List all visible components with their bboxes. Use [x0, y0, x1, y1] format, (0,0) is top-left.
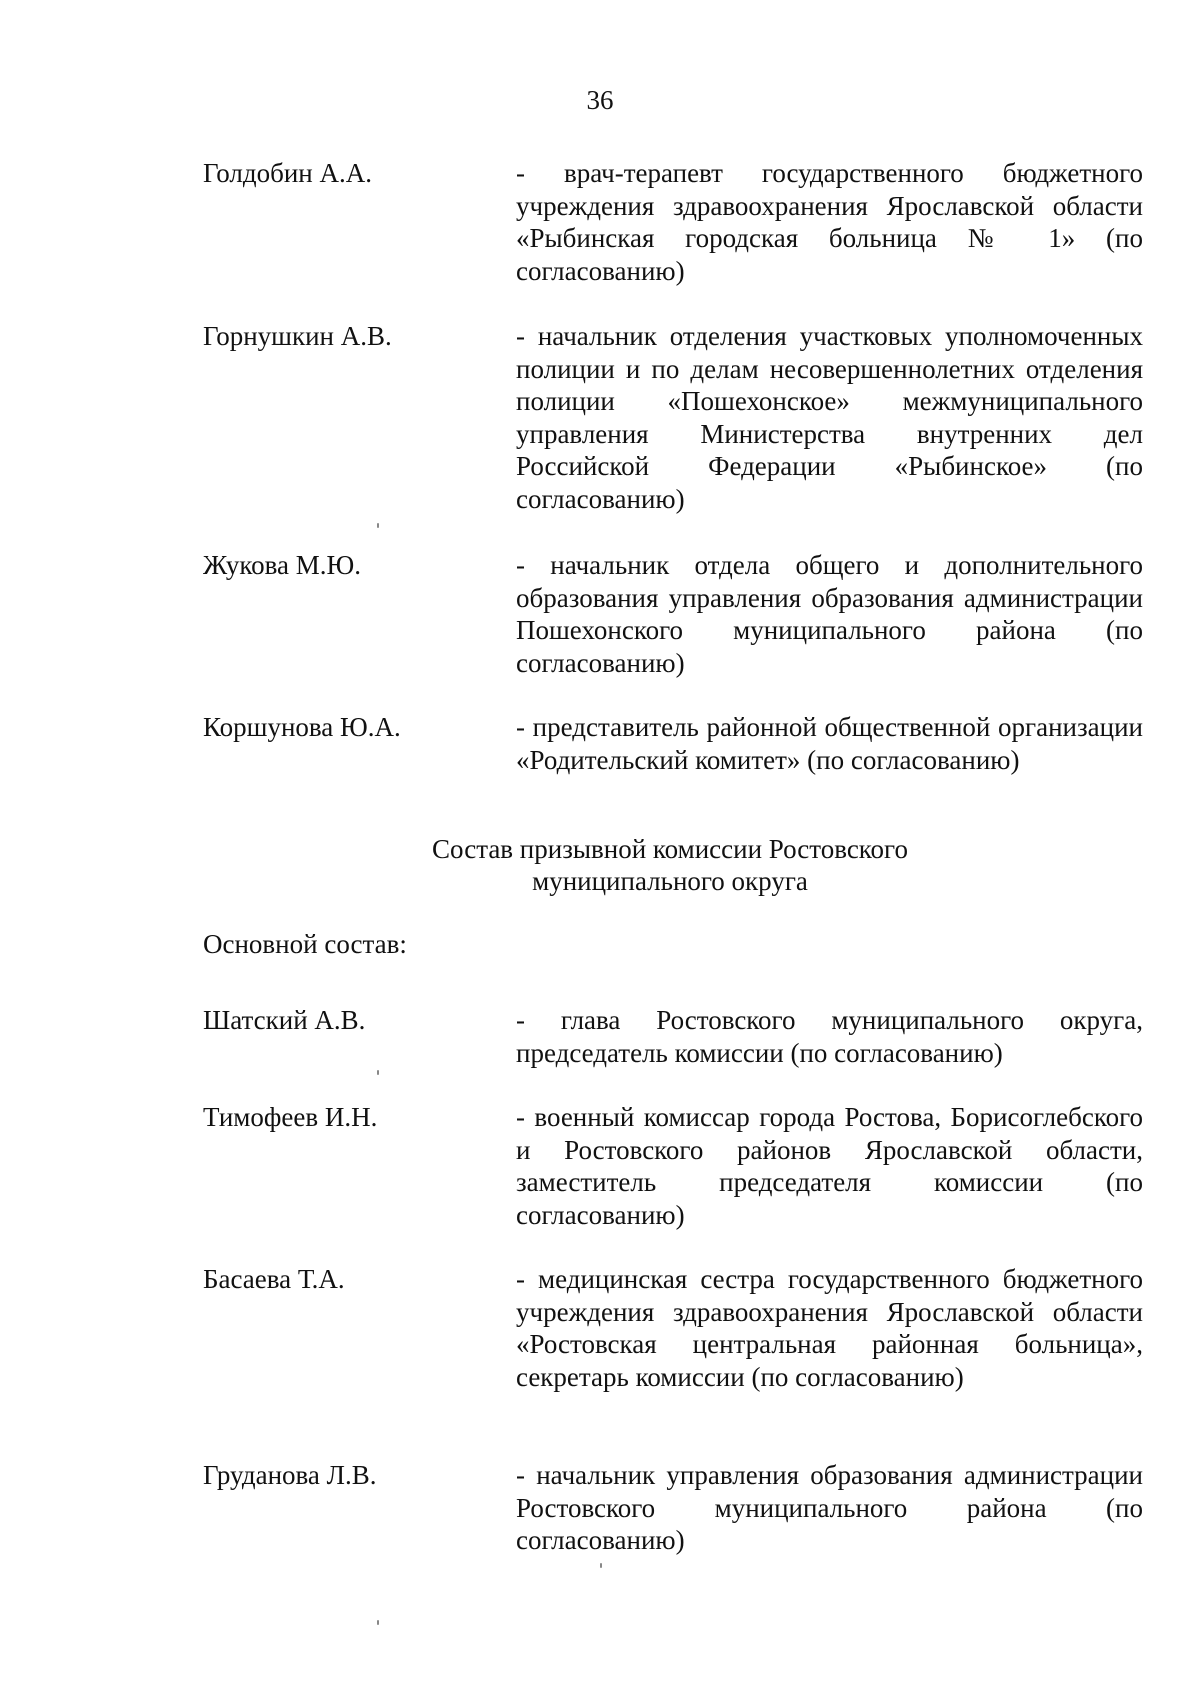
member-name: Горнушкин А.В. — [203, 321, 392, 351]
scan-speck — [377, 523, 379, 528]
member-name: Груданова Л.В. — [203, 1460, 377, 1490]
scan-speck — [377, 1620, 379, 1625]
member-position: - начальник управления образования администрации Ростовского муниципального района (по согласованию) — [516, 1460, 1143, 1555]
member-name: Голдобин А.А. — [203, 158, 372, 188]
member-name: Басаева Т.А. — [203, 1264, 345, 1294]
member-position: - медицинская сестра государственного бюджетного учреждения здравоохранения Ярославской области «Ростовская центральная районная больница», секретарь комиссии (по согласованию) — [516, 1264, 1143, 1392]
member-position: - военный комиссар города Ростова, Борисоглебского и Ростовского районов Ярославской области, заместитель председателя комиссии (по согласованию) — [516, 1102, 1143, 1230]
scan-speck — [600, 1563, 602, 1568]
member-name: Жукова М.Ю. — [203, 550, 362, 580]
member-name: Тимофеев И.Н. — [203, 1102, 378, 1132]
member-name: Коршунова Ю.А. — [203, 712, 401, 742]
page-number: 36 — [586, 85, 614, 115]
member-position: - врач-терапевт государственного бюджетного учреждения здравоохранения Ярославской области «Рыбинская городская больница № 1» (по согласованию) — [516, 158, 1143, 286]
section-title-line-1: Состав призывной комиссии Ростовского — [432, 834, 908, 864]
section-title-line-2: муниципального округа — [532, 866, 808, 896]
member-position: - представитель районной общественной организации «Родительский комитет» (по согласованию) — [516, 712, 1143, 775]
member-name: Шатский А.В. — [203, 1005, 366, 1035]
scan-speck — [377, 1070, 379, 1075]
main-composition-heading: Основной состав: — [203, 929, 407, 959]
member-position: - начальник отделения участковых уполномоченных полиции и по делам несовершеннолетних отделения полиции «Пошехонское» межмуниципального управления Министерства внутренних дел Российской Федерации «Рыбинское» (по согласованию) — [516, 321, 1143, 514]
section-title — [330, 833, 1010, 897]
member-position: - глава Ростовского муниципального округа, председатель комиссии (по согласованию) — [516, 1005, 1143, 1068]
member-position: - начальник отдела общего и дополнительного образования управления образования администрации Пошехонского муниципального района (по согласованию) — [516, 550, 1143, 678]
